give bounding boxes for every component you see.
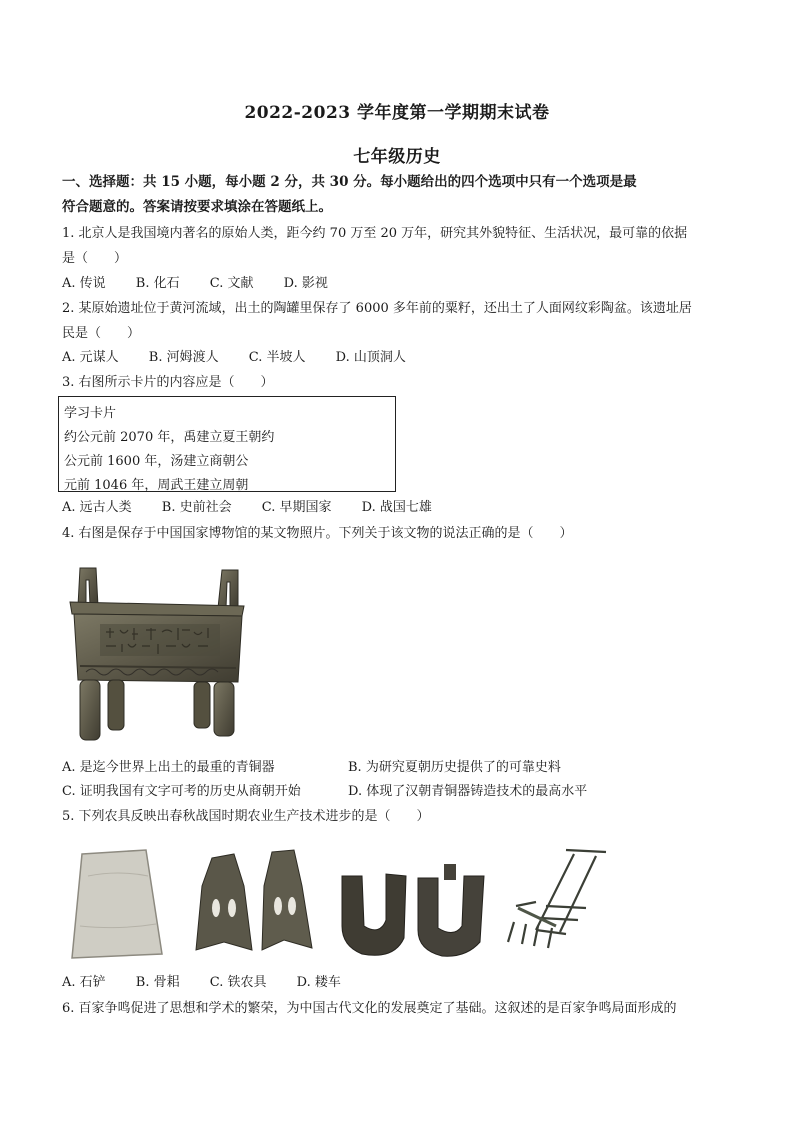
bronze-ding-image [62, 562, 252, 752]
q1-option-a[interactable]: A. 传说 [62, 276, 106, 291]
q5-option-d[interactable]: D. 耧车 [296, 975, 341, 990]
q1-stem-line1: 1. 北京人是我国境内著名的原始人类，距今约 70 万至 20 万年，研究其外貌特征、生活状况，最可靠的依据 [62, 226, 688, 241]
exam-subtitle: 七年级历史 [353, 147, 441, 167]
q2-options [62, 350, 432, 366]
card-line: 约公元前 2070 年，禹建立夏王朝约 [64, 430, 275, 445]
q2-option-a[interactable]: A. 元谋人 [62, 350, 119, 365]
q3-option-d[interactable]: D. 战国七雄 [361, 500, 432, 515]
q3-options [62, 500, 458, 516]
bone-spade-icon [196, 850, 312, 950]
section-instruction-line1: 一、选择题：共 15 小题，每小题 2 分，共 30 分。每小题给出的四个选项中只有一个选项是最 [62, 174, 637, 190]
exam-title: 2022-2023 学年度第一学期期末试卷 [244, 103, 550, 123]
q1-option-b[interactable]: B. 化石 [135, 276, 180, 291]
q4-option-d[interactable]: D. 体现了汉朝青铜器铸造技术的最高水平 [348, 784, 588, 799]
q1-option-d[interactable]: D. 影视 [283, 276, 328, 291]
q5-stem: 5. 下列农具反映出春秋战国时期农业生产技术进步的是（ ） [62, 809, 430, 824]
section-instruction-line2: 符合题意的。答案请按要求填涂在答题纸上。 [62, 199, 332, 215]
farm-tools-image [66, 846, 622, 966]
q5-option-c[interactable]: C. 铁农具 [209, 975, 267, 990]
q2-option-c[interactable]: C. 半坡人 [248, 350, 306, 365]
q2-stem-line1: 2. 某原始遗址位于黄河流域，出土的陶罐里保存了 6000 多年前的粟籽，还出土了人面网纹彩陶盆。该遗址居 [62, 301, 692, 316]
q3-stem: 3. 右图所示卡片的内容应是（ ） [62, 375, 274, 390]
q3-option-b[interactable]: B. 史前社会 [161, 500, 232, 515]
card-title: 学习卡片 [64, 406, 117, 421]
learning-card [58, 396, 396, 492]
q3-option-c[interactable]: C. 早期国家 [261, 500, 332, 515]
q5-option-a[interactable]: A. 石铲 [62, 975, 106, 990]
iron-tools-icon [342, 864, 484, 956]
q5-options [62, 975, 367, 991]
q4-option-b[interactable]: B. 为研究夏朝历史提供了的可靠史料 [348, 760, 561, 775]
q4-option-c[interactable]: C. 证明我国有文字可考的历史从商朝开始 [62, 784, 301, 799]
q1-option-c[interactable]: C. 文献 [209, 276, 254, 291]
q4-option-a[interactable]: A. 是迄今世界上出土的最重的青铜器 [62, 760, 275, 775]
q3-option-a[interactable]: A. 远古人类 [62, 500, 132, 515]
card-line: 公元前 1600 年，汤建立商朝公 [64, 454, 249, 469]
card-line: 元前 1046 年，周武王建立周朝 [64, 478, 249, 493]
q6-stem: 6. 百家争鸣促进了思想和学术的繁荣，为中国古代文化的发展奠定了基础。这叙述的是百家争鸣局面形成的 [62, 1001, 677, 1016]
q5-option-b[interactable]: B. 骨耜 [135, 975, 180, 990]
q2-option-d[interactable]: D. 山顶洞人 [335, 350, 406, 365]
q2-option-b[interactable]: B. 河姆渡人 [148, 350, 219, 365]
q1-options [62, 276, 354, 292]
q4-stem: 4. 右图是保存于中国国家博物馆的某文物照片。下列关于该文物的说法正确的是（ ） [62, 526, 573, 541]
stone-shovel-icon [72, 850, 162, 958]
q1-stem-line2: 是（ ） [62, 251, 128, 266]
q2-stem-line2: 民是（ ） [62, 326, 141, 341]
seed-drill-icon [508, 850, 606, 948]
